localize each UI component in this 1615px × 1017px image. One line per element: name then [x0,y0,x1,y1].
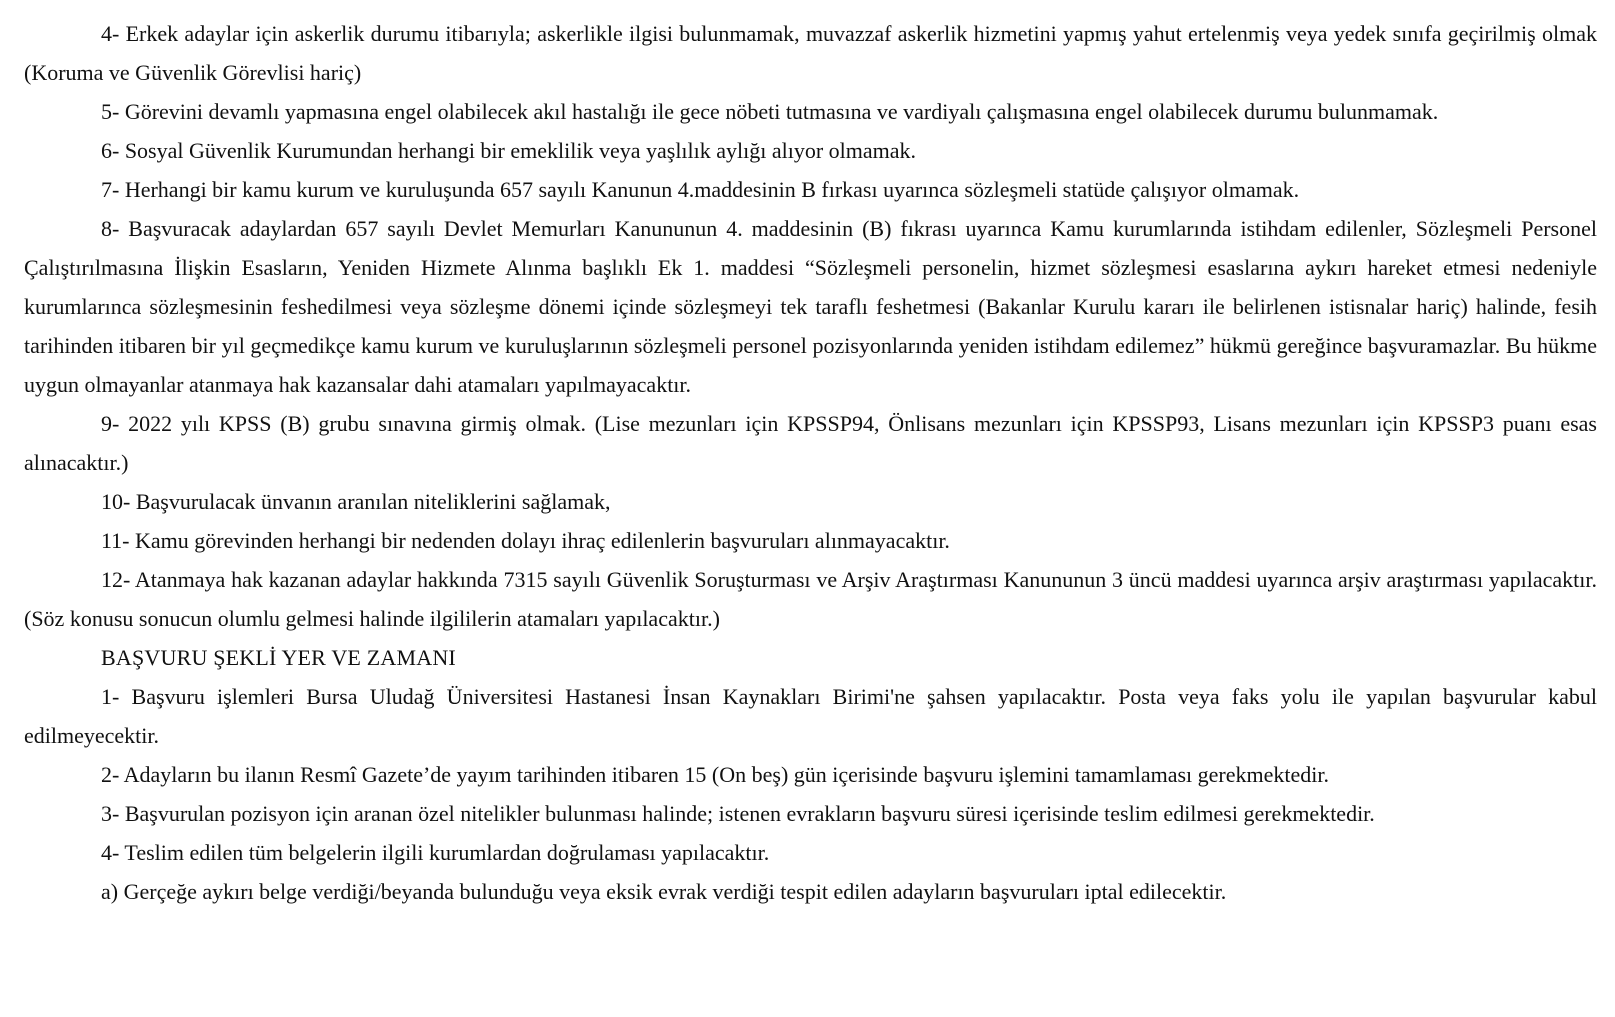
requirement-item-10: 10- Başvurulacak ünvanın aranılan niteliklerini sağlamak, [101,489,611,514]
requirement-item-8: 8- Başvuracak adaylardan 657 sayılı Devlet Memurları Kanununun 4. maddesinin (B) fıkrası uyarınca Kamu kurumlarında istihdam edilenler, Sözleşmeli Personel Çalıştırılmasına İlişkin Esasların, Yeniden Hizmete Alınma başlıklı Ek 1. maddesi “Sözleşmeli personelin, hizmet sözleşmesi esaslarına aykırı hareket etmesi nedeniyle kurumlarınca sözleşmesinin feshedilmesi veya sözleşme dönemi içinde sözleşmeyi tek taraflı feshetmesi (Bakanlar Kurulu kararı ile belirlenen istisnalar hariç) halinde, fesih tarihinden itibaren bir yıl geçmedikçe kamu kurum ve kuruluşlarının sözleşmeli personel pozisyonlarında yeniden istihdam edilemez” hükmü gereğince başvuramazlar. Bu hükme uygun olmayanlar atanmaya hak kazansalar dahi atamaları yapılmayacaktır. [24,216,1597,397]
requirement-item-9: 9- 2022 yılı KPSS (B) grubu sınavına girmiş olmak. (Lise mezunları için KPSSP94, Önlisans mezunları için KPSSP93, Lisans mezunları için KPSSP3 puanı esas alınacaktır.) [24,411,1597,475]
requirement-item-12: 12- Atanmaya hak kazanan adaylar hakkında 7315 sayılı Güvenlik Soruşturması ve Arşiv Araştırması Kanununun 3 üncü maddesi uyarınca arşiv araştırması yapılacaktır. (Söz konusu sonucun olumlu gelmesi halinde ilgililerin atamaları yapılacaktır.) [24,567,1597,631]
requirement-item-11: 11- Kamu görevinden herhangi bir nedenden dolayı ihraç edilenlerin başvuruları alınmayacaktır. [101,528,950,553]
application-item-3: 3- Başvurulan pozisyon için aranan özel nitelikler bulunması halinde; istenen evrakların başvuru süresi içerisinde teslim edilmesi gerekmektedir. [101,801,1375,826]
application-item-2: 2- Adayların bu ilanın Resmî Gazete’de yayım tarihinden itibaren 15 (On beş) gün içerisinde başvuru işlemini tamamlaması gerekmektedir. [101,762,1329,787]
requirement-item-6: 6- Sosyal Güvenlik Kurumundan herhangi bir emeklilik veya yaşlılık aylığı alıyor olmamak. [101,138,917,163]
application-item-1: 1- Başvuru işlemleri Bursa Uludağ Üniversitesi Hastanesi İnsan Kaynakları Birimi'ne şahsen yapılacaktır. Posta veya faks yolu ile yapılan başvurular kabul edilmeyecektir. [24,684,1597,748]
application-item-4a: a) Gerçeğe aykırı belge verdiği/beyanda bulunduğu veya eksik evrak verdiği tespit edilen adayların başvuruları iptal edilecektir. [101,879,1227,904]
requirement-item-4: 4- Erkek adaylar için askerlik durumu itibarıyla; askerlikle ilgisi bulunmamak, muvazzaf askerlik hizmetini yapmış yahut ertelenmiş veya yedek sınıfa geçirilmiş olmak (Koruma ve Güvenlik Görevlisi hariç) [24,21,1597,85]
requirement-item-5: 5- Görevini devamlı yapmasına engel olabilecek akıl hastalığı ile gece nöbeti tutmasına ve vardiyalı çalışmasına engel olabilecek durumu bulunmamak. [101,99,1439,124]
section-heading: BAŞVURU ŞEKLİ YER VE ZAMANI [101,645,456,670]
application-item-4: 4- Teslim edilen tüm belgelerin ilgili kurumlardan doğrulaması yapılacaktır. [101,840,770,865]
requirement-item-7: 7- Herhangi bir kamu kurum ve kuruluşunda 657 sayılı Kanunun 4.maddesinin B fırkası uyarınca sözleşmeli statüde çalışıyor olmamak. [101,177,1300,202]
